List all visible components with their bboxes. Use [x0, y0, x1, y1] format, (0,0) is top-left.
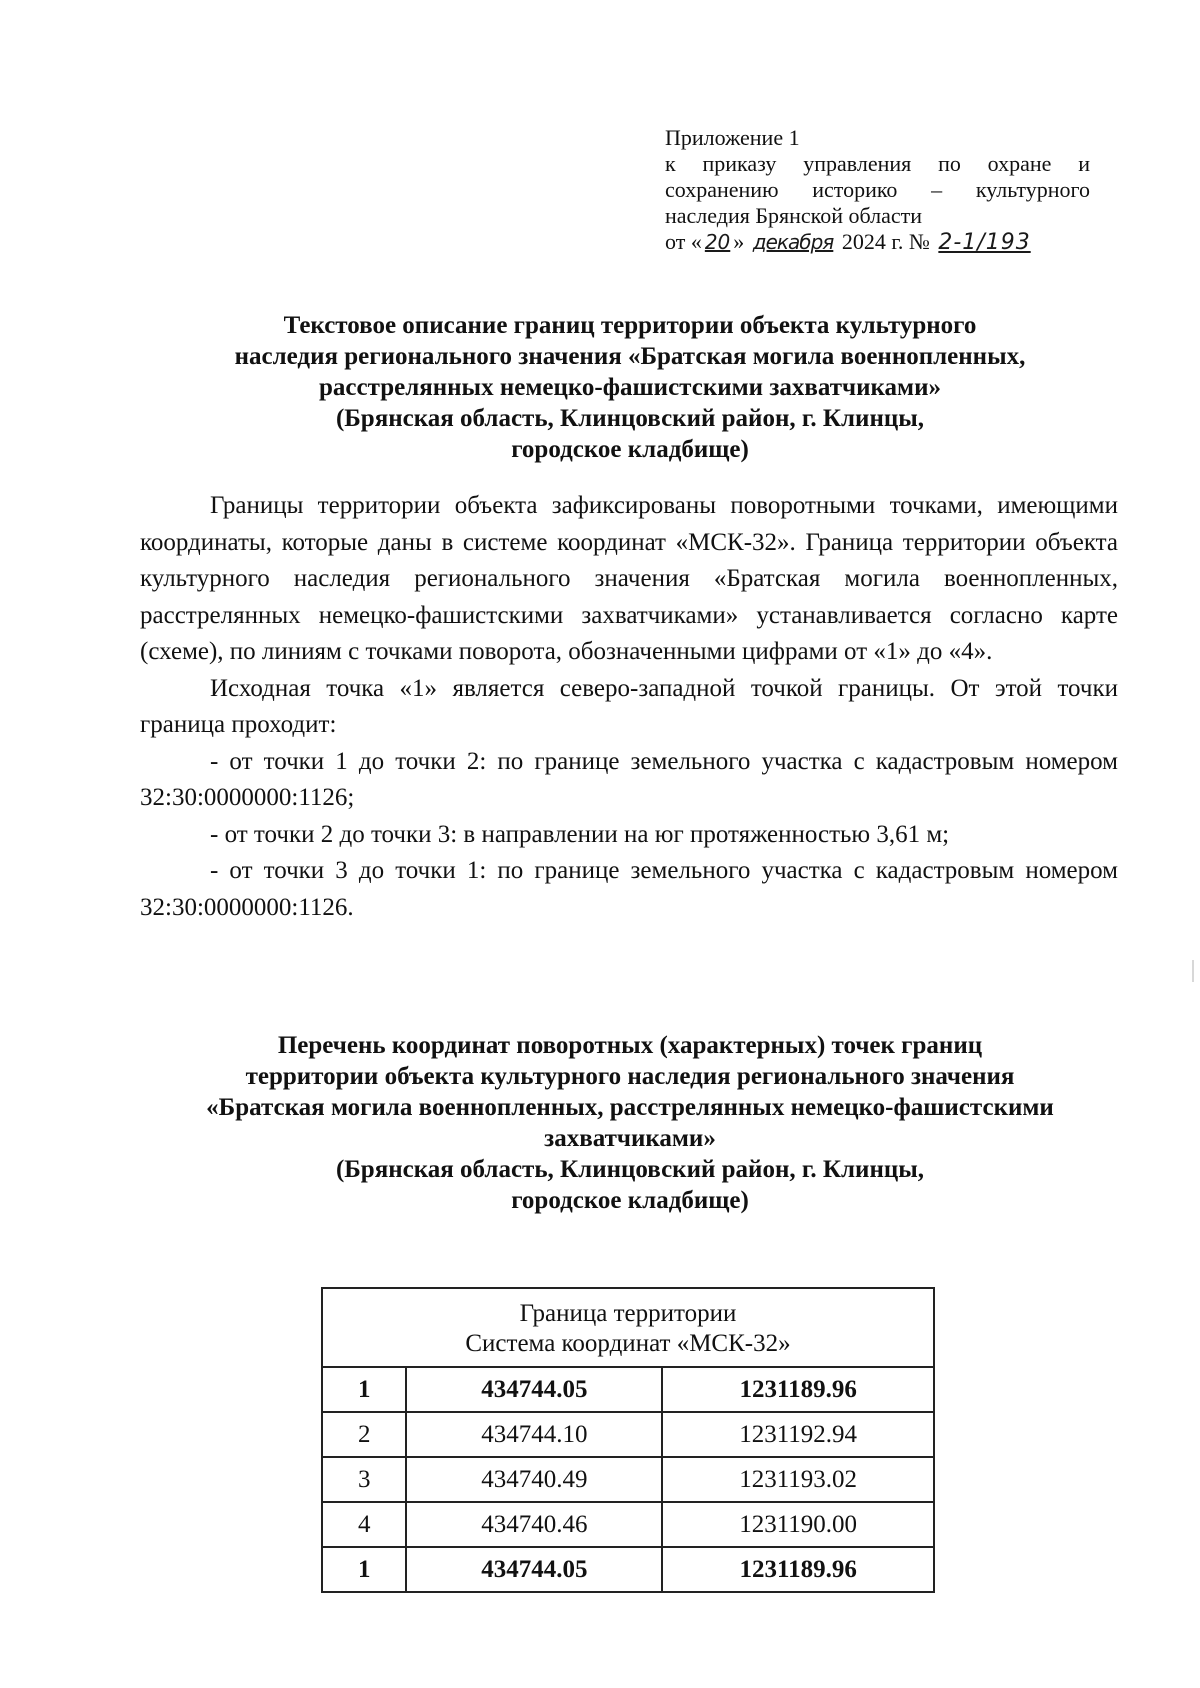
x-coordinate-cell: 434744.10: [406, 1412, 662, 1457]
appendix-block: [665, 125, 1090, 256]
table-header-line-1: Граница территории: [519, 1299, 737, 1327]
paragraph-start-point: Исходная точка «1» является северо-западной точкой границы. От этой точки граница проходит:: [140, 674, 1118, 738]
title-line: (Брянская область, Клинцовский район, г. Клинцы,: [335, 1156, 925, 1183]
x-coordinate-cell: 434740.46: [406, 1502, 662, 1547]
date-year: 2024 г. №: [841, 229, 930, 254]
point-number-cell: 1: [322, 1367, 406, 1412]
handwritten-month: декабря: [752, 230, 834, 254]
y-coordinate-cell: 1231192.94: [662, 1412, 934, 1457]
title-line: (Брянская область, Клинцовский район, г. Клинцы,: [335, 405, 925, 432]
handwritten-order-number: 2-1/193: [938, 230, 1031, 255]
appendix-order-ref-1: к приказу управления по охране и: [665, 151, 1090, 176]
appendix-title: Приложение 1: [665, 125, 800, 150]
point-number-cell: 3: [322, 1457, 406, 1502]
title-line: наследия регионального значения «Братская могила военнопленных,: [234, 343, 1026, 370]
title-line: городское кладбище): [511, 436, 749, 463]
table-row: [322, 1367, 934, 1412]
title-line: территории объекта культурного наследия регионального значения: [245, 1063, 1015, 1090]
title-line: городское кладбище): [511, 1187, 749, 1214]
x-coordinate-cell: 434740.49: [406, 1457, 662, 1502]
title-line: Перечень координат поворотных (характерных) точек границ: [277, 1032, 983, 1059]
paragraph-intro: Границы территории объекта зафиксированы поворотными точками, имеющими координаты, которые даны в системе координат «МСК-32». Граница территории объекта культурного наследия регионального значения «Братская могила военнопленных, расстрелянных немецко-фашистскими захватчиками» устанавливается согласно карте (схеме), по линиям с точками поворота, обозначенными цифрами от «1» до «4».: [140, 492, 1118, 665]
handwritten-day: 20: [704, 230, 731, 254]
date-separator: »: [733, 229, 745, 254]
scan-edge-mark: [1192, 960, 1194, 982]
point-number-cell: 2: [322, 1412, 406, 1457]
appendix-order-ref-3: наследия Брянской области: [665, 203, 923, 228]
table-header-cell: [322, 1288, 934, 1367]
boundary-description-text: [140, 488, 1118, 926]
x-coordinate-cell: 434744.05: [406, 1547, 662, 1592]
y-coordinate-cell: 1231189.96: [662, 1547, 934, 1592]
title-line: «Братская могила военнопленных, расстрелянных немецко-фашистскими: [206, 1094, 1054, 1121]
x-coordinate-cell: 434744.05: [406, 1367, 662, 1412]
table-header-row: [322, 1288, 934, 1367]
date-prefix: от «: [665, 229, 702, 254]
table-row: [322, 1412, 934, 1457]
table-row: [322, 1457, 934, 1502]
paragraph-segment-3-1: - от точки 3 до точки 1: по границе земельного участка с кадастровым номером 32:30:0000000:1126.: [140, 857, 1118, 921]
table-row: [322, 1502, 934, 1547]
point-number-cell: 1: [322, 1547, 406, 1592]
y-coordinate-cell: 1231190.00: [662, 1502, 934, 1547]
title-line: захватчиками»: [544, 1125, 716, 1152]
paragraph-segment-1-2: - от точки 1 до точки 2: по границе земельного участка с кадастровым номером 32:30:0000000:1126;: [140, 747, 1118, 811]
coordinates-list-title: [140, 1030, 1120, 1216]
point-number-cell: 4: [322, 1502, 406, 1547]
title-line: Текстовое описание границ территории объекта культурного: [283, 312, 977, 339]
order-date-line: [665, 229, 1090, 256]
paragraph-segment-2-3: - от точки 2 до точки 3: в направлении на юг протяженностью 3,61 м;: [210, 820, 950, 848]
table-header-line-2: Система координат «МСК-32»: [465, 1329, 791, 1357]
y-coordinate-cell: 1231189.96: [662, 1367, 934, 1412]
appendix-order-ref-2: сохранению историко – культурного: [665, 177, 1090, 202]
title-line: расстрелянных немецко-фашистскими захватчиками»: [319, 374, 941, 401]
table-row: [322, 1547, 934, 1592]
coordinates-table: [321, 1287, 935, 1593]
y-coordinate-cell: 1231193.02: [662, 1457, 934, 1502]
boundary-description-title: [140, 310, 1120, 465]
